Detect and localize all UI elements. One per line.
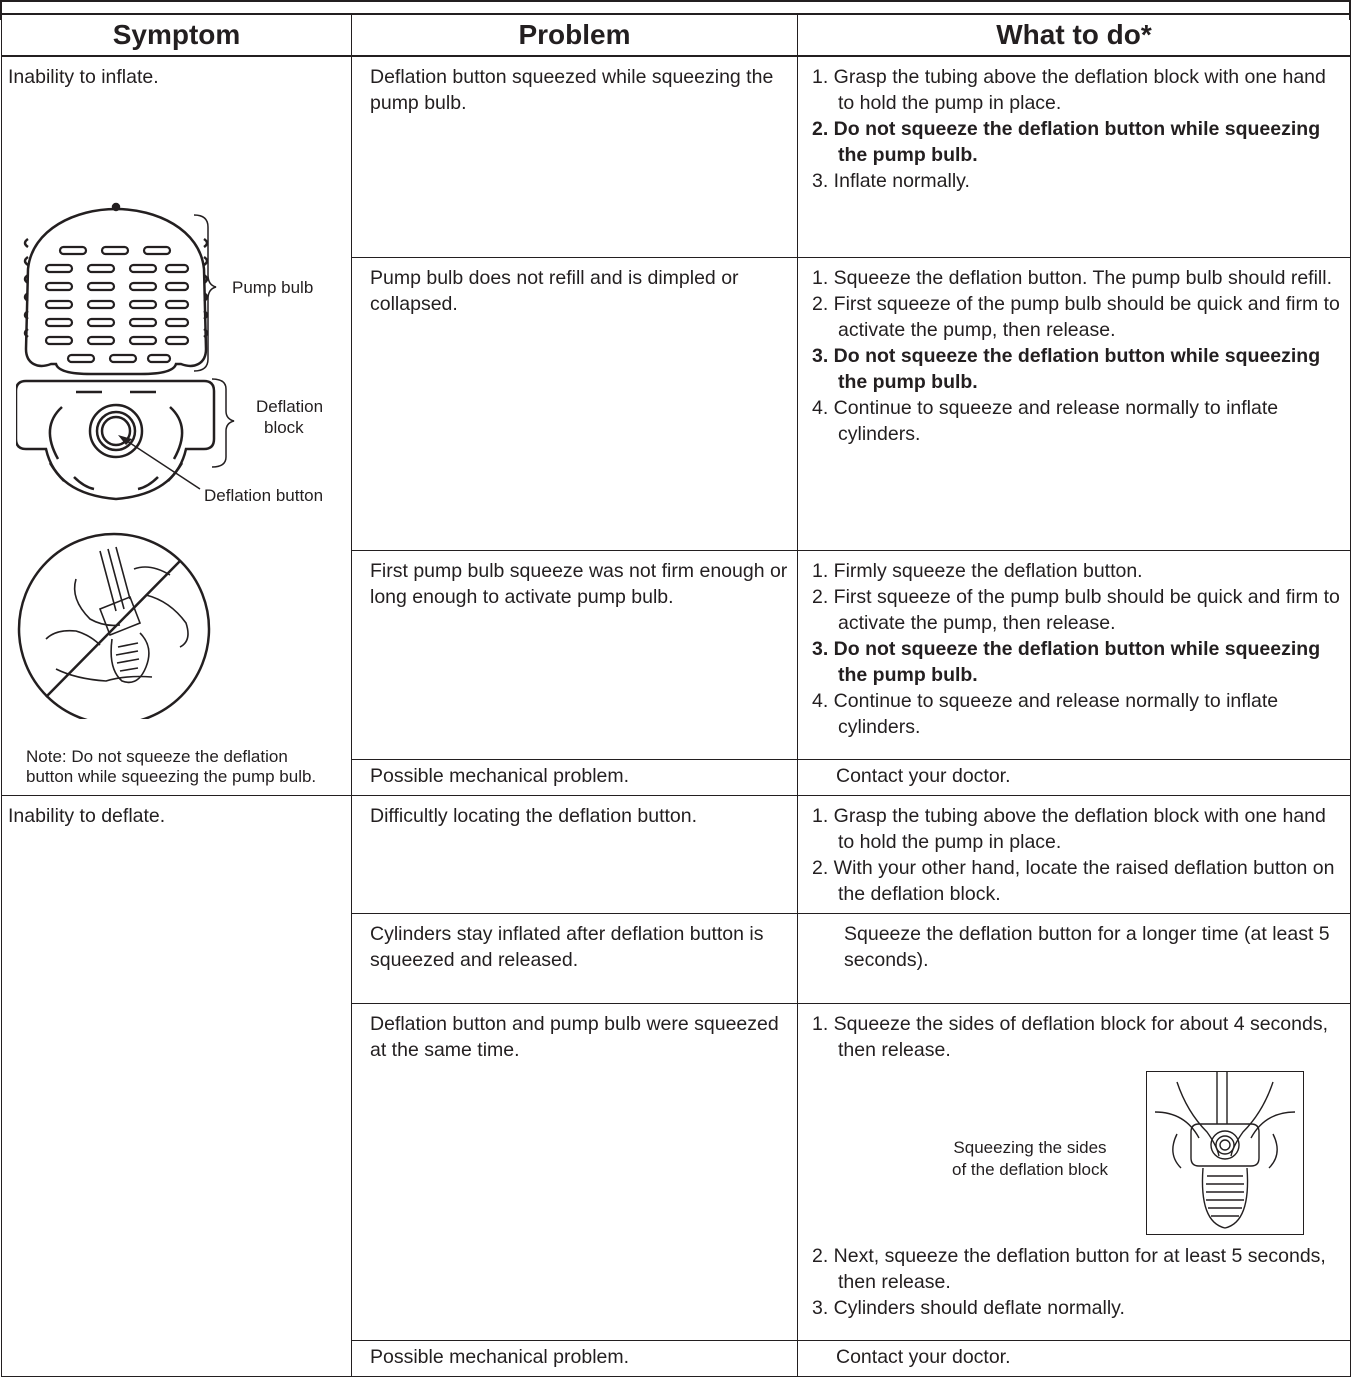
- step-item: 3. Inflate normally.: [812, 170, 970, 192]
- problem-text: Difficultly locating the deflation button.: [370, 804, 698, 827]
- action-cell: [798, 913, 1351, 1003]
- step-list: [812, 265, 1346, 447]
- problem-text: Pump bulb does not refill and is dimpled or collapsed.: [370, 266, 739, 315]
- step-item-bold: 2. Do not squeeze the deflation button while squeezing the pump bulb.: [812, 118, 1321, 166]
- step-item: 1. Grasp the tubing above the deflation block with one hand to hold the pump in place.: [812, 804, 1326, 853]
- action-text: Squeeze the deflation button for a longer time (at least 5 seconds).: [844, 922, 1330, 971]
- problem-text: Deflation button and pump bulb were squeezed at the same time.: [370, 1012, 779, 1061]
- action-cell: [798, 1340, 1351, 1376]
- squeeze-sides-image: [1146, 1071, 1304, 1235]
- hands-squeezing-icon: [1147, 1072, 1303, 1234]
- action-text: Contact your doctor.: [836, 1345, 1011, 1368]
- deflation-block-label-1: Deflation: [256, 397, 324, 416]
- step-list: [812, 1011, 1346, 1063]
- step-item: 2. With your other hand, locate the raised deflation button on the deflation block.: [812, 856, 1335, 905]
- problem-cell: [352, 913, 798, 1003]
- step-item-bold: 3. Do not squeeze the deflation button while squeezing the pump bulb.: [812, 344, 1321, 393]
- symptom-cell-inflate: [2, 56, 352, 795]
- problem-text: Possible mechanical problem.: [370, 764, 630, 787]
- step-item: 1. Squeeze the sides of deflation block for about 4 seconds, then release.: [812, 1012, 1329, 1061]
- problem-cell: [352, 56, 798, 257]
- action-cell: [798, 550, 1351, 759]
- pump-diagram-illustration: [16, 199, 346, 719]
- step-item: 2. Next, squeeze the deflation button for at least 5 seconds, then release.: [812, 1244, 1326, 1293]
- problem-cell: [352, 759, 798, 795]
- problem-cell: [352, 1340, 798, 1376]
- step-item: 4. Continue to squeeze and release normally to inflate cylinders.: [812, 396, 1279, 445]
- step-list: [812, 803, 1346, 907]
- table-row: [2, 795, 1351, 913]
- problem-cell: [352, 795, 798, 913]
- step-item: 2. First squeeze of the pump bulb should be quick and firm to activate the pump, then release.: [812, 292, 1340, 341]
- step-item: 1. Grasp the tubing above the deflation block with one hand to hold the pump in place.: [812, 66, 1326, 114]
- action-cell: [798, 759, 1351, 795]
- action-text: Contact your doctor.: [836, 764, 1011, 787]
- step-item: 2. First squeeze of the pump bulb should be quick and firm to activate the pump, then release.: [812, 585, 1340, 634]
- table-row: [2, 56, 1351, 257]
- do-not-squeeze-figure: [19, 534, 209, 719]
- pump-bulb-label: Pump bulb: [232, 278, 314, 297]
- header-symptom: Symptom: [2, 14, 352, 56]
- step-list: [812, 1243, 1346, 1321]
- problem-text: Possible mechanical problem.: [370, 1345, 630, 1368]
- step-item: 3. Cylinders should deflate normally.: [812, 1296, 1125, 1319]
- action-cell: [798, 795, 1351, 913]
- symptom-deflate: Inability to deflate.: [8, 804, 166, 827]
- note-text: Note: Do not squeeze the deflation button while squeezing the pump bulb.: [26, 747, 317, 786]
- problem-cell: [352, 1003, 798, 1340]
- symptom-cell-deflate: [2, 795, 352, 1376]
- problem-text: Cylinders stay inflated after deflation button is squeezed and released.: [370, 922, 764, 971]
- deflation-block-label-2: block: [264, 418, 304, 437]
- symptom-inflate: Inability to inflate.: [8, 66, 159, 88]
- action-cell: [798, 56, 1351, 257]
- figure-caption: Squeezing the sides of the deflation block: [952, 1137, 1108, 1179]
- step-item-bold: 3. Do not squeeze the deflation button while squeezing the pump bulb.: [812, 637, 1321, 686]
- step-list: [812, 64, 1346, 194]
- step-item: 1. Firmly squeeze the deflation button.: [812, 559, 1143, 582]
- problem-text: Deflation button squeezed while squeezing the pump bulb.: [370, 66, 774, 114]
- step-item: 4. Continue to squeeze and release normally to inflate cylinders.: [812, 689, 1279, 738]
- top-rule: [0, 0, 1351, 2]
- step-item: 1. Squeeze the deflation button. The pump bulb should refill.: [812, 266, 1332, 289]
- problem-cell: [352, 550, 798, 759]
- header-problem: Problem: [352, 14, 798, 56]
- squeeze-sides-figure: [812, 1063, 1346, 1243]
- step-list: [812, 558, 1346, 740]
- action-cell: [798, 257, 1351, 550]
- header-what-to-do: What to do*: [798, 14, 1351, 56]
- deflation-button-label: Deflation button: [204, 486, 324, 505]
- troubleshooting-table: [1, 13, 1351, 1377]
- header-row: [2, 14, 1351, 56]
- problem-cell: [352, 257, 798, 550]
- action-cell: [798, 1003, 1351, 1340]
- problem-text: First pump bulb squeeze was not firm enough or long enough to activate pump bulb.: [370, 559, 788, 608]
